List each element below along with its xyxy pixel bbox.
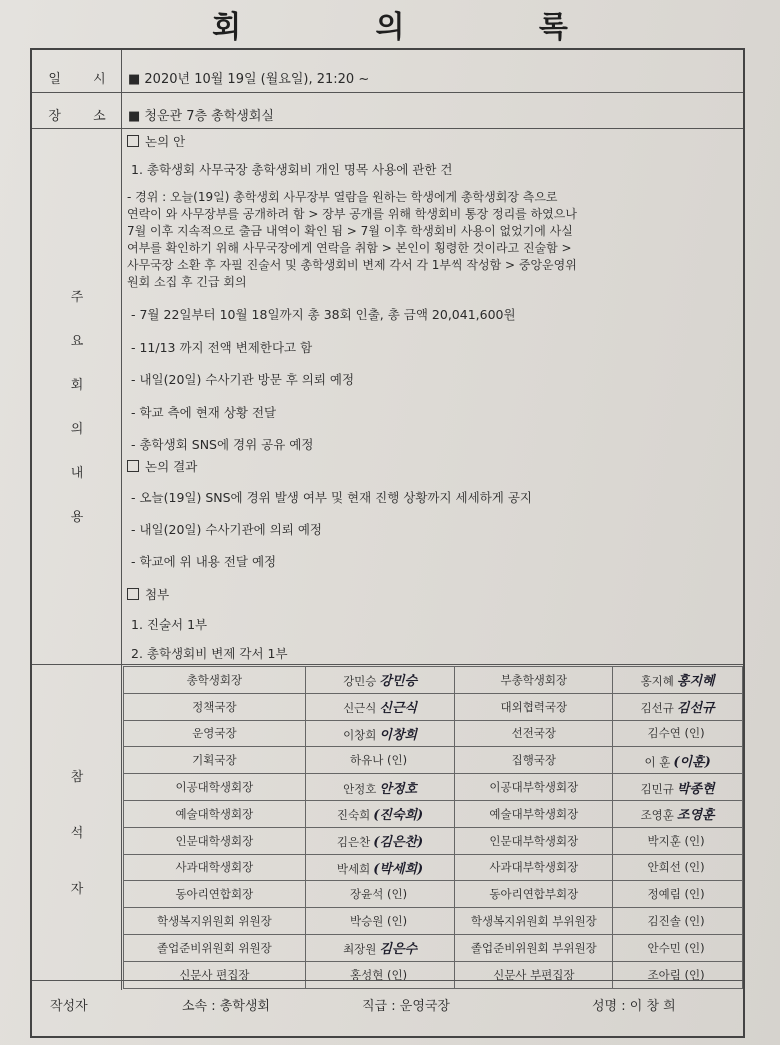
- attendee-name-cell: [305, 667, 455, 694]
- attendee-role-cell: [124, 667, 306, 694]
- attendee-role-cell: [455, 667, 613, 694]
- attendee-role: 이공대부학생회장: [489, 780, 579, 795]
- attendee-name: 박세희: [336, 861, 371, 876]
- attendee-name-cell: [305, 747, 455, 774]
- signature: 안정호: [379, 781, 418, 797]
- attendee-role-cell: [455, 800, 613, 827]
- attendee-role-cell: [455, 881, 613, 908]
- author-position: 직급 : 운영국장: [362, 999, 450, 1014]
- attendee-name: 안수민 (인): [647, 940, 705, 955]
- date-label: 일 시: [48, 72, 120, 87]
- result-section: [127, 458, 737, 578]
- attendee-row: [124, 800, 743, 827]
- attendee-name: 홍지혜: [640, 674, 674, 689]
- signature: (김은찬): [373, 835, 424, 851]
- content-label: 주 요 회 의 내 용: [70, 290, 84, 525]
- attendee-row: [124, 961, 743, 988]
- attendees-label: 참 석 자: [70, 770, 84, 897]
- attendee-role: 졸업준비위원회 부위원장: [470, 940, 597, 955]
- attendee-role: 신문사 편집장: [179, 967, 250, 982]
- attendee-name-cell: [613, 854, 743, 881]
- attendee-name-cell: [613, 961, 743, 988]
- attendee-name-cell: [613, 800, 743, 827]
- signature: (진숙희): [373, 808, 424, 824]
- document-title: 회 의 록: [212, 10, 630, 45]
- attendee-role: 이공대학생회장: [175, 780, 254, 795]
- attendee-row: [124, 747, 743, 774]
- attendee-name-cell: [305, 881, 455, 908]
- attendee-name-cell: [305, 854, 455, 881]
- attendee-row: [124, 854, 743, 881]
- agenda-section: [127, 133, 737, 462]
- attendee-name: 조영훈: [640, 808, 674, 823]
- attendee-role: 대외협력국장: [500, 699, 568, 714]
- attachment-list: [131, 610, 737, 668]
- attendee-row: [124, 934, 743, 961]
- agenda-item: 1. 총학생회 사무국장 총학생회비 개인 명목 사용에 관한 건: [131, 162, 453, 177]
- attendee-role-cell: [124, 961, 306, 988]
- author-affiliation: 소속 : 총학생회: [182, 999, 270, 1014]
- attendee-name: 김민규: [640, 781, 674, 796]
- attendee-role: 정책국장: [192, 699, 237, 714]
- attendee-role-cell: [124, 854, 306, 881]
- attendee-name-cell: [613, 934, 743, 961]
- attendee-role-cell: [455, 720, 613, 747]
- attendee-name: 김진솔 (인): [647, 914, 705, 929]
- attendee-role-cell: [124, 934, 306, 961]
- signature: 신근식: [379, 701, 418, 717]
- attendee-name: 박승원 (인): [350, 914, 408, 929]
- attendee-role-cell: [455, 693, 613, 720]
- signature: 박종현: [676, 781, 715, 797]
- minutes-frame: [30, 48, 745, 1038]
- attendee-role: 기획국장: [192, 753, 237, 768]
- attendee-row: [124, 881, 743, 908]
- attendee-role-cell: [124, 800, 306, 827]
- attachments-section: [127, 586, 737, 668]
- attendee-name-cell: [613, 908, 743, 935]
- attendee-row: [124, 720, 743, 747]
- attendee-name-cell: [305, 961, 455, 988]
- attendee-name: 진숙희: [336, 808, 371, 823]
- attachments-header: 첨부: [127, 586, 737, 604]
- attendee-name: 김은찬: [336, 835, 371, 850]
- attendee-role: 인문대학생회장: [175, 833, 254, 848]
- attendee-name: 신근식: [343, 701, 377, 716]
- attendee-name-cell: [305, 908, 455, 935]
- attendee-name: 김선규: [640, 701, 674, 716]
- attendee-role: 신문사 부편집장: [493, 967, 575, 982]
- checkbox-icon: [127, 135, 139, 147]
- attendee-role: 졸업준비위원회 위원장: [156, 940, 272, 955]
- signature: 강민승: [379, 674, 418, 690]
- attendee-name-cell: [613, 881, 743, 908]
- attendee-role: 동아리연합회장: [175, 887, 254, 902]
- attendee-role-cell: [124, 827, 306, 854]
- attendee-name: 안희선 (인): [647, 860, 705, 875]
- divider: [32, 92, 743, 93]
- attendee-role: 총학생회장: [186, 672, 243, 687]
- result-points: - 오늘(19일) SNS에 경위 발생 여부 및 현재 진행 상황까지 세세하게 공지 - 내일(20일) 수사기관에 의뢰 예정 - 학교에 위 내용 전달 예정: [131, 490, 532, 569]
- attendee-name: 이 훈: [644, 754, 671, 769]
- attendee-role: 예술대학생회장: [175, 806, 254, 821]
- attendee-name: 박지훈 (인): [647, 833, 705, 848]
- attendee-row: [124, 693, 743, 720]
- signature: (박세희): [373, 861, 424, 877]
- attendee-row: [124, 827, 743, 854]
- attendee-role: 예술대부학생회장: [489, 806, 579, 821]
- attendee-role-cell: [455, 908, 613, 935]
- attendee-name-cell: [305, 800, 455, 827]
- place-label: 장 소: [48, 109, 120, 124]
- attendee-role-cell: [455, 854, 613, 881]
- attendee-name: 하유나 (인): [350, 753, 408, 768]
- attendee-name-cell: [613, 720, 743, 747]
- attendee-role-cell: [124, 774, 306, 801]
- attendee-name: 안정호: [343, 781, 377, 796]
- agenda-background: - 경위 : 오늘(19일) 총학생회 사무장부 열람을 원하는 학생에게 총학생회장 측으로 연락이 와 사무장부를 공개하려 함 > 장부 공개를 위해 학생회비 통장 정리를 하였으나 7월 이후 지속적으로 출금 내역이 확인 됨 > 7월 이후 학생회비 사용이 없었기에 사실 여부를 확인하기 위해 사무국장에게 연락을 취함 > 본인이 횡령한 것이라고 진술함 > 사무국장 소환 후 자필 진술서 및 총학생회비 변제 각서 각 1부씩 작성함 > 중앙운영위 원회 소집 후 긴급 회의: [127, 190, 577, 289]
- attendee-name: 홍성현 (인): [350, 967, 408, 982]
- attendee-role-cell: [455, 961, 613, 988]
- attendee-name: 김수연 (인): [647, 726, 705, 741]
- attendee-role-cell: [124, 720, 306, 747]
- attendee-role-cell: [455, 747, 613, 774]
- attendee-name-cell: [305, 934, 455, 961]
- attendee-role: 학생복지위원회 부위원장: [470, 914, 597, 929]
- attendee-name: 장윤석 (인): [350, 887, 408, 902]
- attendee-role: 동아리연합부회장: [489, 887, 579, 902]
- attendee-name: 조아림 (인): [647, 967, 705, 982]
- attendee-role-cell: [455, 934, 613, 961]
- attendee-name: 이창희: [343, 727, 377, 742]
- attachment-item: 2. 총학생회비 변제 각서 1부: [131, 646, 288, 661]
- author-name: 성명 : 이 창 희: [592, 999, 676, 1014]
- attendee-role: 사과대부학생회장: [489, 860, 579, 875]
- attendee-name-cell: [613, 667, 743, 694]
- attendee-role-cell: [124, 908, 306, 935]
- attendee-name-cell: [613, 693, 743, 720]
- attendee-row: [124, 908, 743, 935]
- attendee-role: 인문대부학생회장: [489, 833, 579, 848]
- attendee-name: 강민승: [343, 674, 377, 689]
- checkbox-icon: [127, 588, 139, 600]
- attendee-name: 최장원: [343, 942, 377, 957]
- signature: 이창희: [379, 727, 418, 743]
- divider: [32, 980, 743, 981]
- attendee-name-cell: [613, 747, 743, 774]
- attendee-role: 집행국장: [511, 753, 557, 768]
- agenda-points: - 7월 22일부터 10월 18일까지 총 38회 인출, 총 금액 20,041,600원 - 11/13 까지 전액 변제한다고 함 - 내일(20일) 수사기관 방문 후 의뢰 예정 - 학교 측에 현재 상황 전달 - 총학생회 SNS에 경위 공유 예정: [131, 307, 516, 452]
- attendee-name-cell: [305, 827, 455, 854]
- agenda-header: 논의 안: [127, 133, 737, 151]
- attendees-table: [123, 666, 743, 989]
- attendee-role: 학생복지위원회 위원장: [156, 914, 272, 929]
- attendee-role: 선전국장: [511, 726, 557, 741]
- attendee-role-cell: [124, 747, 306, 774]
- divider: [32, 664, 743, 665]
- attendee-row: [124, 774, 743, 801]
- signature: 김은수: [379, 942, 418, 958]
- date-value: ■ 2020년 10월 19일 (월요일), 21:20 ~: [128, 72, 370, 87]
- attendee-role-cell: [124, 693, 306, 720]
- result-header: 논의 결과: [127, 458, 737, 476]
- place-value: ■ 청운관 7층 총학생회실: [128, 109, 274, 124]
- signature: 김선규: [676, 701, 715, 717]
- attendee-role-cell: [455, 774, 613, 801]
- attendee-name: 정예림 (인): [647, 887, 705, 902]
- attendee-name-cell: [305, 774, 455, 801]
- signature: 조영훈: [676, 808, 715, 824]
- attendee-role: 부총학생회장: [500, 672, 568, 687]
- attendee-name-cell: [305, 693, 455, 720]
- attendee-name-cell: [305, 720, 455, 747]
- signature: 홍지혜: [676, 674, 715, 690]
- attendee-role-cell: [124, 881, 306, 908]
- attendee-role-cell: [455, 827, 613, 854]
- attendee-role: 운영국장: [192, 726, 237, 741]
- attendee-role: 사과대학생회장: [175, 860, 254, 875]
- attendee-name-cell: [613, 827, 743, 854]
- attendee-row: [124, 667, 743, 694]
- attachment-item: 1. 진술서 1부: [131, 617, 208, 632]
- attendee-name-cell: [613, 774, 743, 801]
- divider: [32, 128, 743, 129]
- checkbox-icon: [127, 460, 139, 472]
- author-label: 작성자: [50, 999, 88, 1014]
- signature: (이훈): [673, 754, 711, 770]
